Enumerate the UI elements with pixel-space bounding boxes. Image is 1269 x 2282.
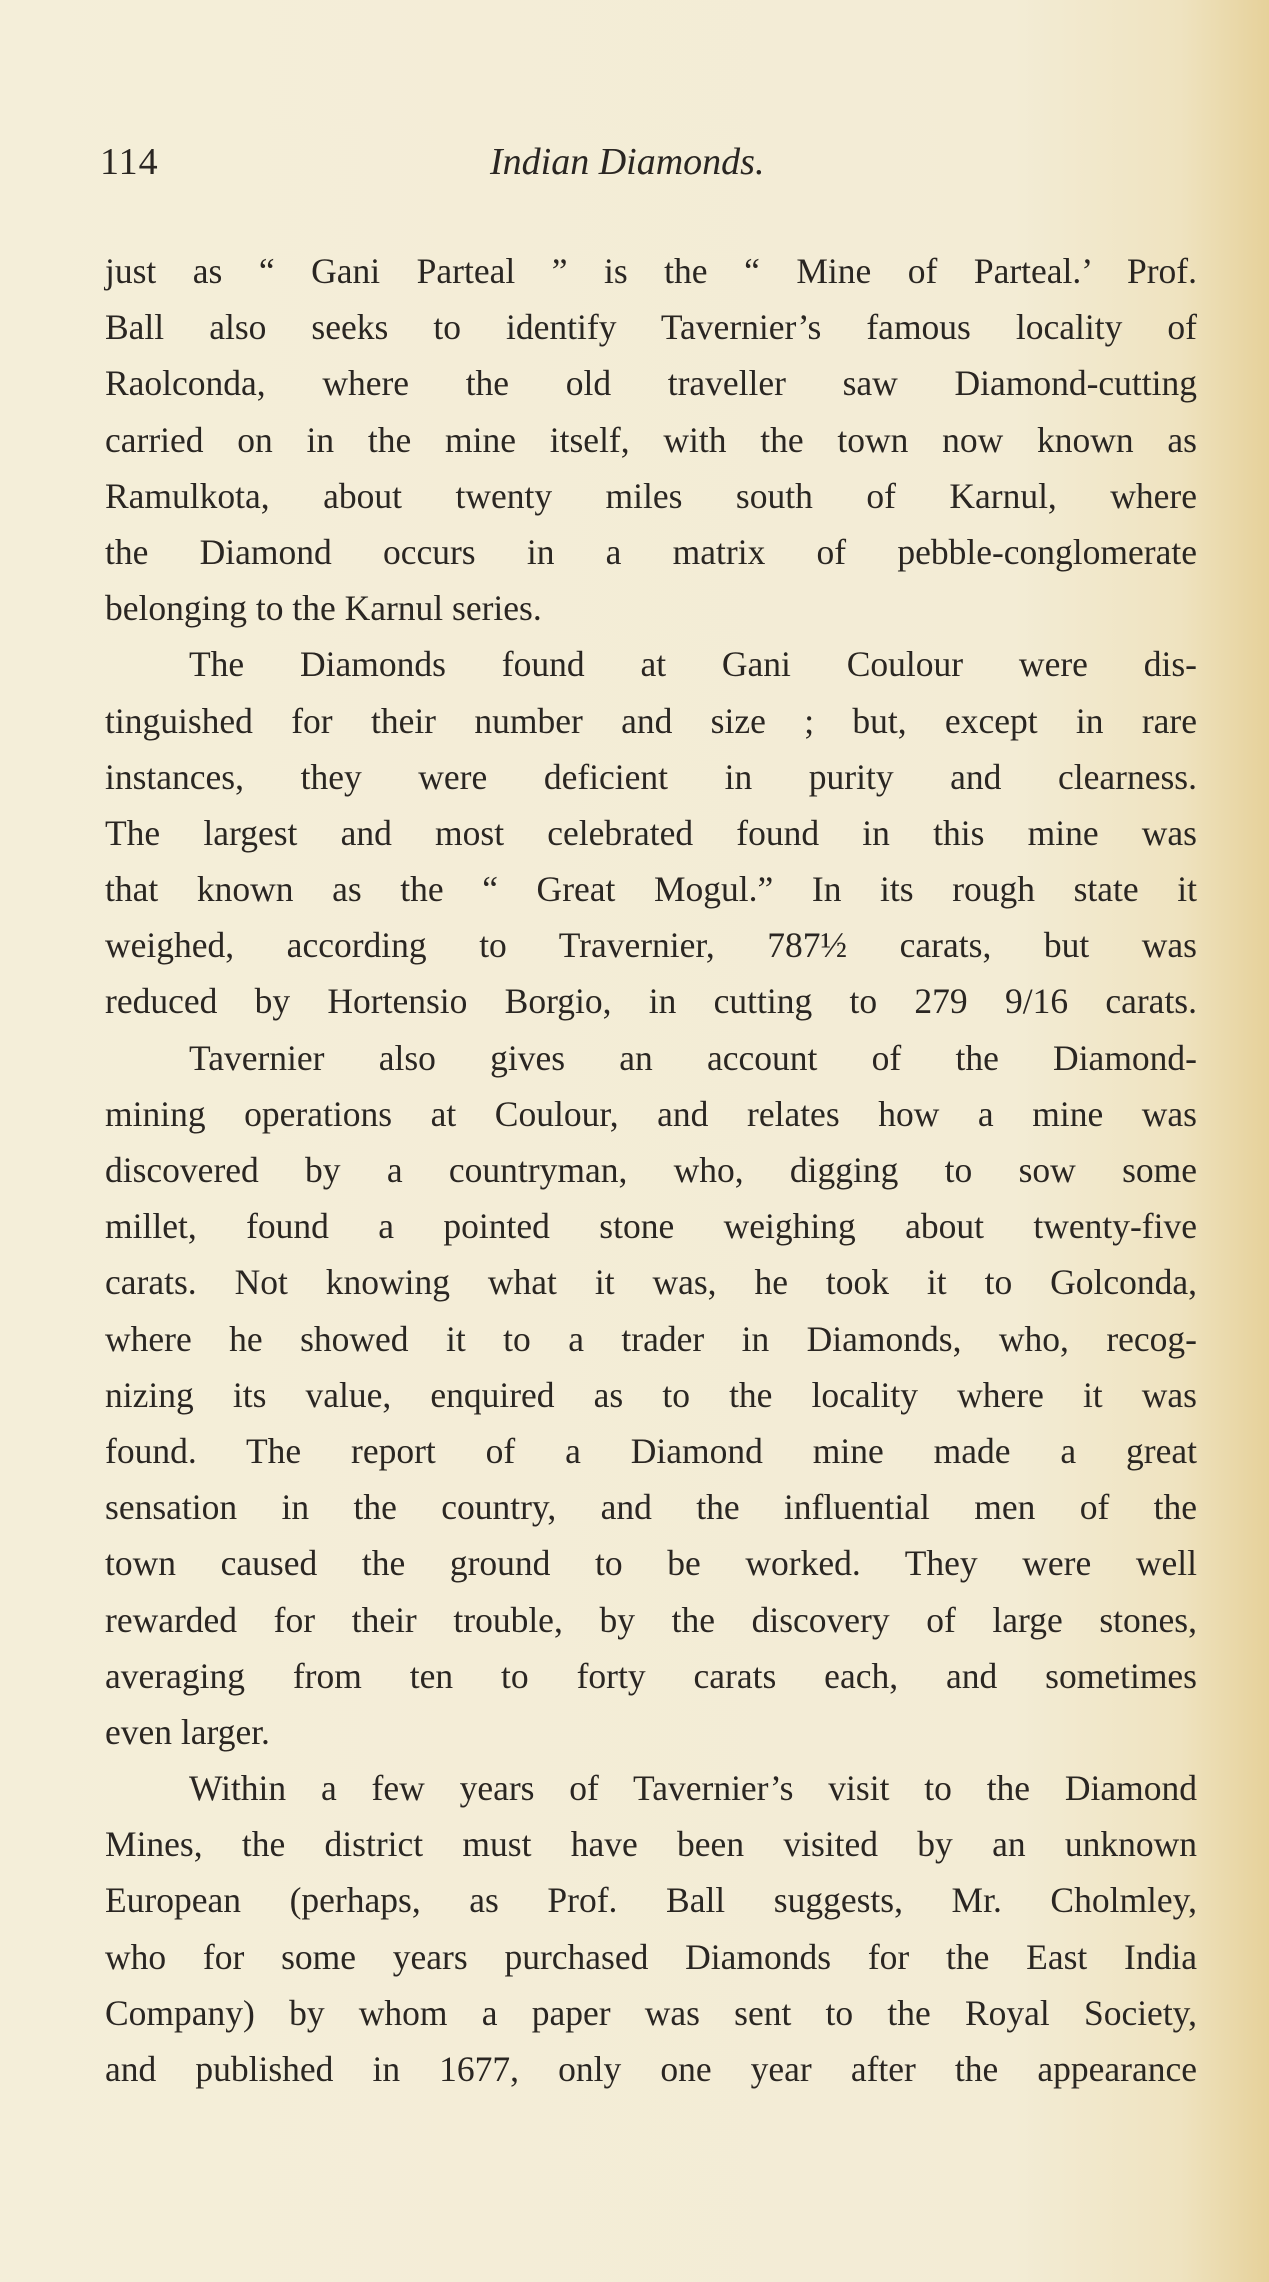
text-line: nizing its value, enquired as to the locality where it was [105, 1374, 1197, 1415]
text-line: just as “ Gani Parteal ” is the “ Mine of Parteal.’ Prof. [105, 251, 1197, 291]
text-line: Company) by whom a paper was sent to the Royal Society, [105, 1992, 1197, 2033]
text-line: Ramulkota, about twenty miles south of Karnul, where [105, 475, 1197, 516]
text-line: found. The report of a Diamond mine made a great [105, 1430, 1197, 1471]
text-line: even larger. [105, 1711, 270, 1752]
text-line: belonging to the Karnul series. [105, 588, 542, 629]
running-head: Indian Diamonds. [490, 141, 765, 183]
text-line: reduced by Hortensio Borgio, in cutting to 279 9/16 carats. [105, 981, 1197, 1022]
text-line: sensation in the country, and the influential men of the [105, 1487, 1197, 1528]
text-line: Mines, the district must have been visited by an unknown [105, 1824, 1197, 1865]
text-line: instances, they were deficient in purity and clearness. [105, 756, 1197, 797]
text-line: where he showed it to a trader in Diamonds, who, recog- [105, 1318, 1197, 1359]
page-header [100, 140, 1200, 200]
text-line: who for some years purchased Diamonds for the East India [105, 1936, 1197, 1977]
text-line: and published in 1677, only one year after the appearance [105, 2049, 1197, 2089]
text-line: tinguished for their number and size ; but, except in rare [105, 700, 1197, 741]
text-line: millet, found a pointed stone weighing about twenty-five [105, 1206, 1197, 1247]
text-line: European (perhaps, as Prof. Ball suggests, Mr. Cholmley, [105, 1880, 1197, 1921]
text-line: the Diamond occurs in a matrix of pebble-conglomerate [105, 531, 1197, 572]
text-line: averaging from ten to forty carats each, and sometimes [105, 1655, 1197, 1696]
text-line: Raolconda, where the old traveller saw Diamond-cutting [105, 363, 1197, 404]
text-line: weighed, according to Travernier, 787½ carats, but was [105, 925, 1197, 966]
text-line: The Diamonds found at Gani Coulour were dis- [189, 644, 1197, 685]
text-line: Within a few years of Tavernier’s visit to the Diamond [189, 1768, 1197, 1809]
text-line: town caused the ground to be worked. They were well [105, 1543, 1197, 1584]
text-line: mining operations at Coulour, and relates how a mine was [105, 1093, 1197, 1134]
text-line: rewarded for their trouble, by the discovery of large stones, [105, 1599, 1197, 1640]
body-text [105, 243, 1197, 2097]
text-line: Tavernier also gives an account of the Diamond- [189, 1037, 1197, 1078]
text-line: that known as the “ Great Mogul.” In its rough state it [105, 869, 1197, 910]
text-line: discovered by a countryman, who, digging to sow some [105, 1150, 1197, 1190]
text-line: The largest and most celebrated found in this mine was [105, 812, 1197, 853]
text-line: carried on in the mine itself, with the town now known as [105, 419, 1197, 460]
text-line: carats. Not knowing what it was, he took it to Golconda, [105, 1262, 1197, 1303]
text-line: Ball also seeks to identify Tavernier’s famous locality of [105, 307, 1197, 348]
page-number: 114 [100, 141, 159, 183]
